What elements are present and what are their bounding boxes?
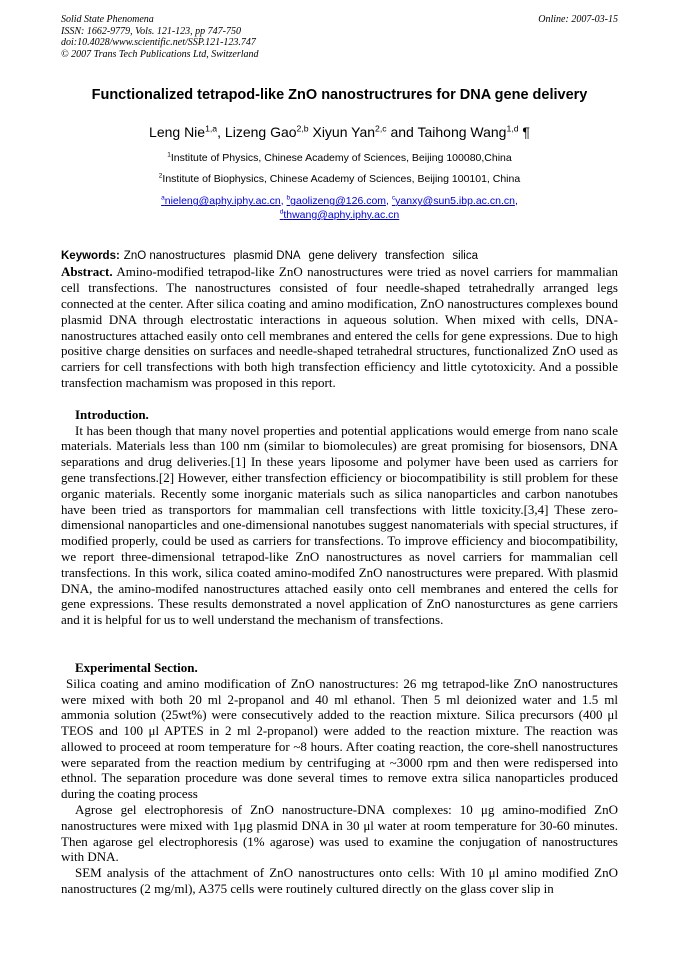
keywords-label: Keywords: [61, 250, 120, 263]
section-heading-experimental: Experimental Section. [75, 659, 198, 675]
email-line-1 [61, 195, 618, 209]
affiliation-1: $^1$Institute of Physics, Chinese Academy of Sciences, Beijing 100080,China [167, 151, 512, 165]
email-link[interactable]: $^d$thwang@aphy.iphy.ac.cn [279, 208, 400, 221]
affiliation-superscript: 1 [167, 151, 171, 159]
author-superscript: 2,b [296, 123, 309, 134]
journal-name: Solid State Phenomena [61, 14, 154, 25]
author: Lizeng Gao$^{2,b}$ [224, 123, 309, 141]
authors-line [61, 124, 618, 140]
email-separator: , [280, 195, 287, 208]
author-superscript: 1,d [506, 123, 519, 134]
affiliation-superscript: 2 [158, 172, 163, 180]
keyword: transfection [384, 250, 445, 263]
copyright-line: © 2007 Trans Tech Publications Ltd, Switzerland [61, 48, 259, 60]
keyword: ZnO nanostructures [123, 250, 226, 263]
online-date: Online: 2007-03-15 [538, 14, 618, 25]
keyword: gene delivery [308, 250, 377, 263]
email-link[interactable]: $^c$yanxy@sun5.ibp.ac.cn.cn [391, 194, 515, 208]
author-separator: , [217, 124, 225, 141]
affiliation-2: $^2$Institute of Biophysics, Chinese Academy of Sciences, Beijing 100101, China [158, 172, 521, 186]
email-separator: , [386, 195, 392, 208]
introduction-paragraph: It has been though that many novel properties and potential applications would emerge from nano scale materials. Materials less than 100 nm (similar to biomolecules) are great promising for biosensors, DNA separations and drug deliveries.[1] In these years liposome and polymer have been used as carriers for gene transfections.[2] However, either transfection efficiency or biocompatibility is still problem for these organic materials. Recently some inorganic materials such as silica nanoparticles and carbon nanotubes have been tried as transportors for mammalian cell transfections with little toxicity.[3,4] These zero-dimensional nanoparticles and one-dimensional nanotubes suggest nanomaterials with special structures, if modified properly, could be used as carriers for transfections. To improve efficiency and biocompatibility, we report three-dimensional tetrapod-like ZnO nanostructures as novel carriers for mammalian cell transfections. In this work, silica coated amino-modifed ZnO nanostructures were prepared. With plasmid DNA, the amino-modifed nanostructures attached easily onto cell membranes and entered the cells for gene expressions. These results demonstrated a novel application of ZnO nanosturctures as gene carriers and it is helpful for us to well understand the mechanism of transfections. [61, 422, 618, 628]
author: Leng Nie$^{1,a}$ [149, 123, 218, 141]
author: Taihong Wang$^{1,d}$ [417, 123, 519, 141]
pilcrow-mark: ¶ [522, 124, 530, 141]
experimental-paragraph-1: Silica coating and amino modification of ZnO nanostructures: 26 mg tetrapod-like ZnO nanostructures were mixed with both 20 ml 2-propanol and 40 ml ethanol. Then 5 ml deionized water and 1.5 ml ammonia solution (25wt%) were consecutively added to the reaction mixture. Silica precursors (400 μl TEOS and 100 μl APTES in 2 ml 2-propanol) were added to the reaction mixture. The reaction was allowed to proceed at room temperature for ~8 hours. After coating reaction, the core-shell nanostructures were separated from the reaction medium by centrifuging at ~3000 rpm and then were redispersed into ethnol. The separation procedure was done several times to remove extra silica nanoparticles produced during the coating process [61, 675, 618, 802]
paper-title: Functionalized tetrapod-like ZnO nanostructrures for DNA gene delivery [91, 87, 588, 104]
email-separator: , [514, 195, 518, 208]
issn-line: ISSN: 1662-9779, Vols. 121-123, pp 747-750 [61, 25, 241, 37]
email-line-2 [61, 209, 618, 223]
email-link[interactable]: $^a$nieleng@aphy.iphy.ac.cn [161, 194, 281, 208]
email-link[interactable]: $^b$gaolizeng@126.com [286, 194, 387, 208]
journal-info [61, 14, 259, 60]
author-separator: and [386, 124, 418, 141]
experimental-paragraph-2: Agrose gel electrophoresis of ZnO nanostructure-DNA complexes: 10 μg amino-modified ZnO nanostructures were mixed with 1μg plasmid DNA in 30 μl water at room temperature for 30-60 minutes. Then agarose gel electrophoresis (1% agarose) was used to examine the conjugation of nanostructures with DNA. [61, 802, 618, 865]
doi-line: doi:10.4028/www.scientific.net/SSP.121-123.747 [61, 37, 256, 49]
keyword: plasmid DNA [233, 250, 301, 263]
author-superscript: 2,c [375, 123, 387, 134]
keywords-line [61, 250, 618, 262]
author: Xiyun Yan$^{2,c}$ [312, 123, 387, 141]
experimental-paragraph-3: SEM analysis of the attachment of ZnO nanostructures onto cells: With 10 μl amino modified ZnO nanostructures (2 mg/ml), A375 cells were routinely cultured directly on the glass cover slip in [61, 865, 618, 897]
email-block [61, 195, 618, 222]
journal-header [61, 14, 618, 60]
author-superscript: 1,a [205, 123, 218, 134]
abstract-text: Amino-modified tetrapod-like ZnO nanostructures were tried as novel carriers for mammalian cell transfections. The nanostructures consisted of four needle-shaped tetrahedrally arranged legs connected at the center. After silica coating and amino modification, ZnO nanostructures complexes bound plasmid DNA through electrostatic interactions in aqueous solution. When mixed with cells, DNA-nanostructures attached easily onto cell membranes and entered the cells for gene expressions. Due to high positive charge densities on surfaces and needle-shaped tetrahedral structures, functionalized ZnO used as carriers for cell transfections with both high transfection efficiency and little cytotoxicity. And a possible transfection machamism was proposed in this report. [61, 264, 618, 390]
keyword: silica [452, 250, 478, 263]
section-heading-introduction: Introduction. [75, 406, 149, 422]
abstract-paragraph [61, 264, 618, 390]
abstract-label: Abstract. [61, 264, 113, 280]
